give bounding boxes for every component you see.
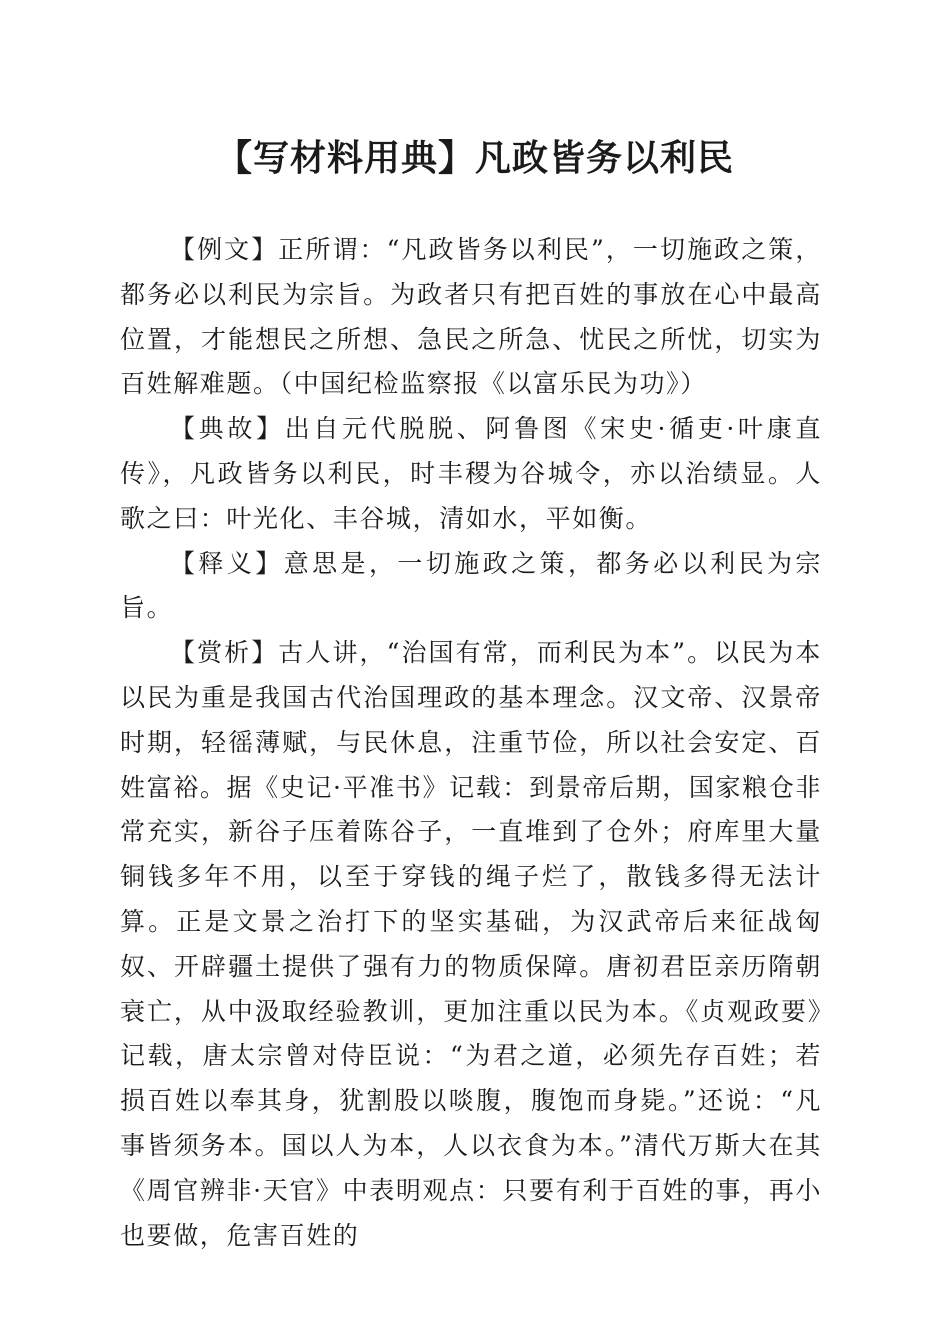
document-title: 【写材料用典】凡政皆务以利民 [215, 137, 734, 179]
paragraph-appreciation: 【赏析】古人讲，“治国有常，而利民为本”。以民为本以民为重是我国古代治国理政的基本理念。汉文帝、汉景帝时期，轻徭薄赋，与民休息，注重节俭，所以社会安定、百姓富裕。据《史记·平准书》记载：到景帝后期，国家粮仓非常充实，新谷子压着陈谷子，一直堆到了仓外；府库里大量铜钱多年不用，以至于穿钱的绳子烂了，散钱多得无法计算。正是文景之治打下的坚实基础，为汉武帝后来征战匈奴、开辟疆土提供了强有力的物质保障。唐初君臣亲历隋朝衰亡，从中汲取经验教训，更加注重以民为本。《贞观政要》记载，唐太宗曾对侍臣说：“为君之道，必须先存百姓；若损百姓以奉其身，犹割股以啖腹，腹饱而身毙。”还说：“凡事皆须务本。国以人为本，人以衣食为本。”清代万斯大在其《周官辨非·天官》中表明观点：只要有利于百姓的事，再小也要做，危害百姓的 [120, 638, 822, 1250]
paragraph-example: 【例文】正所谓：“凡政皆务以利民”，一切施政之策，都务必以利民为宗旨。为政者只有把百姓的事放在心中最高位置，才能想民之所想、急民之所急、忧民之所忧，切实为百姓解难题。（中国纪检监察报《以富乐民为功》） [120, 235, 822, 399]
paragraph-allusion: 【典故】出自元代脱脱、阿鲁图《宋史·循吏·叶康直传》，凡政皆务以利民，时丰稷为谷城令，亦以治绩显。人歌之曰：叶光化、丰谷城，清如水，平如衡。 [120, 414, 822, 533]
paragraph-meaning: 【释义】意思是，一切施政之策，都务必以利民为宗旨。 [120, 548, 822, 623]
document-body [120, 228, 822, 1258]
